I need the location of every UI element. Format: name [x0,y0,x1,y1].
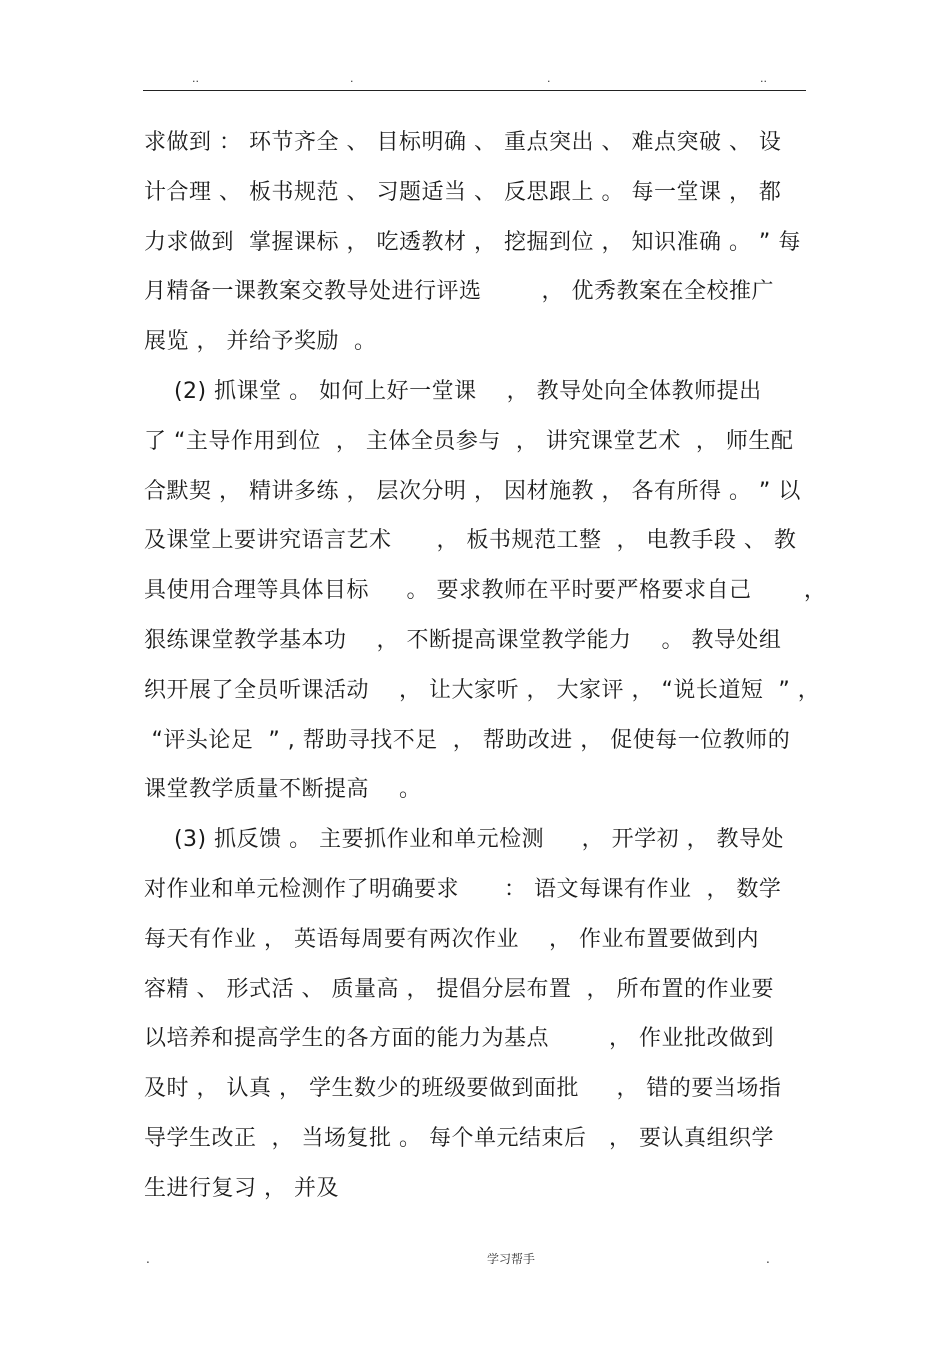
text-line: 课堂教学质量不断提高 。 [144,777,422,803]
header-mark: . [547,72,551,85]
text-line: 力求做到 掌握课标 ， 吃透教材 ， 挖掘到位 ， 知识准确 。 ” 每 [144,229,801,255]
text-line: 以培养和提高学生的各方面的能力为基点 ， 作业批改做到 [144,1026,774,1052]
footer-right-mark: . [766,1252,770,1266]
text-line: 容精 、 形式活 、 质量高 ， 提倡分层布置 ， 所布置的作业要 [144,976,774,1002]
text-line: (3) 抓反馈 。 主要抓作业和单元检测 ， 开学初 ， 教导处 [144,827,785,853]
header-mark: .. [192,72,199,85]
text-line: 生进行复习 ， 并及 [144,1175,339,1201]
header-mark: . [350,72,354,85]
page-footer [0,1250,950,1268]
text-line: 展览 ， 并给予奖励 。 [144,329,377,355]
text-line: 计合理 、 板书规范 、 习题适当 、 反思跟上 。 每一堂课 ， 都 [144,179,782,205]
text-line: 织开展了全员听课活动 ， 让大家听 ， 大家评 ， “说长道短 ” ， [144,677,821,703]
text-line: 狠练课堂教学基本功 ， 不断提高课堂教学能力 。 教导处组 [144,627,782,653]
text-line: 月精备一课教案交教导处进行评选 ， 优秀教案在全校推广 [144,279,774,305]
text-line: 求做到 ： 环节齐全 、 目标明确 、 重点突出 、 难点突破 、 设 [144,130,782,155]
text-line: 及课堂上要讲究语言艺术 ， 板书规范工整 ， 电教手段 、 教 [144,528,797,554]
body-text [144,118,827,1214]
text-line: 每天有作业 ， 英语每周要有两次作业 ， 作业布置要做到内 [144,926,759,952]
text-line: 导学生改正 ， 当场复批 。 每个单元结束后 ， 要认真组织学 [144,1125,774,1151]
text-line: 合默契 ， 精讲多练 ， 层次分明 ， 因材施教 ， 各有所得 。 ” 以 [144,478,801,504]
text-line: 对作业和单元检测作了明确要求 ： 语文每课有作业 ， 数学 [144,876,782,902]
text-line: 了 “主导作用到位 ， 主体全员参与 ， 讲究课堂艺术 ， 师生配 [144,428,794,454]
page-header [0,72,950,86]
footer-text: 学习帮手 [487,1252,536,1266]
header-divider [143,90,806,91]
text-line: (2) 抓课堂 。 如何上好一堂课 ， 教导处向全体教师提出 [144,378,762,404]
header-mark: .. [760,72,767,85]
text-line: 具使用合理等具体目标 。 要求教师在平时要严格要求自己 ， [144,578,827,604]
footer-left-mark: . [146,1252,150,1266]
text-line: 及时 ， 认真 ， 学生数少的班级要做到面批 ， 错的要当场指 [144,1076,782,1102]
text-line: “评头论足 ” , 帮助寻找不足 ， 帮助改进 ， 促使每一位教师的 [144,727,791,753]
